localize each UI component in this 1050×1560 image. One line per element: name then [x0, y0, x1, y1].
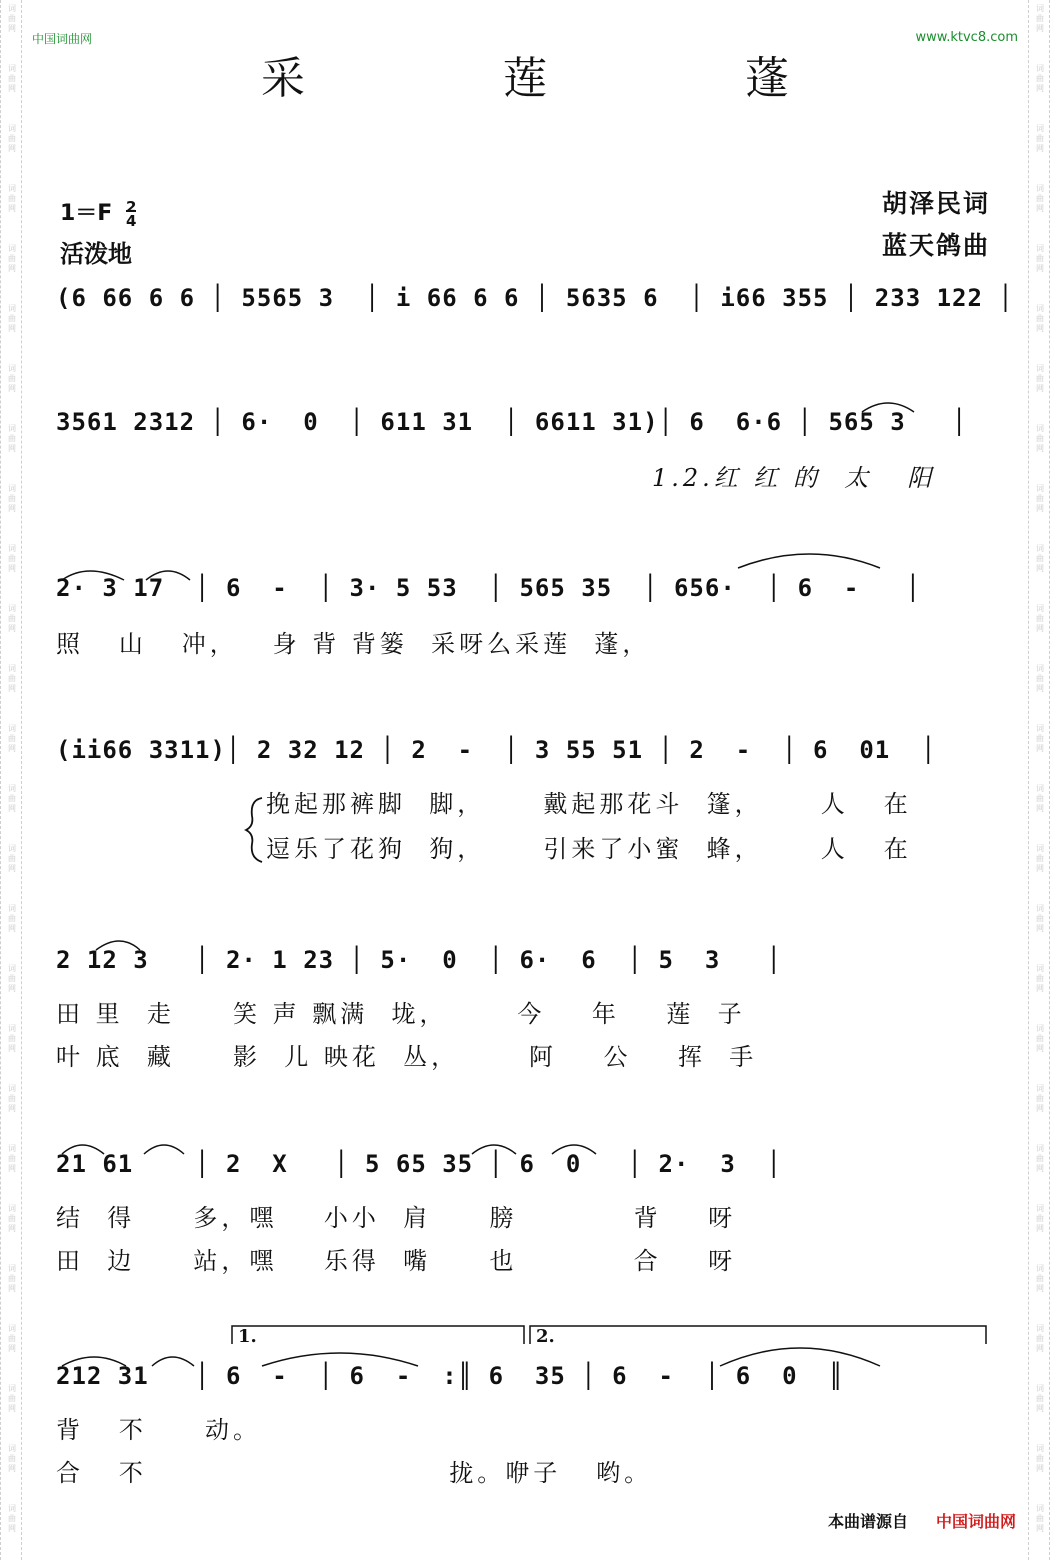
- watermark-glyph-stack: [1032, 364, 1048, 394]
- volta-1-label: 1.: [238, 1326, 257, 1347]
- watermark-glyph: 曲: [8, 314, 16, 323]
- watermark-glyph: 词: [1036, 544, 1044, 553]
- composer-credit: 蓝天鸽曲: [881, 231, 990, 260]
- watermark-glyph: 词: [1036, 1144, 1044, 1153]
- watermark-glyph: 曲: [1036, 14, 1044, 23]
- watermark-glyph: 词: [1036, 364, 1044, 373]
- watermark-glyph: 网: [8, 1464, 16, 1473]
- watermark-glyph: 词: [8, 1384, 16, 1393]
- watermark-glyph: 词: [1036, 1504, 1044, 1513]
- watermark-glyph: 曲: [1036, 1514, 1044, 1523]
- lyric-line-verse-1: 结 得 多，嘿 小小 肩 膀 背 呀: [56, 1204, 737, 1232]
- watermark-glyph: 网: [1036, 324, 1044, 333]
- watermark-glyph: 曲: [1036, 1214, 1044, 1223]
- left-watermark-strip: [0, 0, 22, 1560]
- watermark-glyph: 网: [8, 264, 16, 273]
- watermark-glyph: 网: [1036, 744, 1044, 753]
- watermark-glyph-stack: [1032, 184, 1048, 214]
- watermark-glyph-stack: [1032, 1384, 1048, 1414]
- volta-2-bracket: [530, 1326, 986, 1344]
- watermark-glyph: 网: [8, 1164, 16, 1173]
- watermark-glyph: 曲: [8, 1514, 16, 1523]
- watermark-glyph: 词: [1036, 184, 1044, 193]
- watermark-glyph: 曲: [1036, 1094, 1044, 1103]
- watermark-glyph: 曲: [8, 1214, 16, 1223]
- time-bottom: 4: [126, 212, 137, 230]
- score-row-2: [56, 408, 996, 493]
- watermark-glyph-stack: [4, 604, 20, 634]
- watermark-glyph: 网: [1036, 1344, 1044, 1353]
- watermark-glyph: 网: [8, 1104, 16, 1113]
- watermark-glyph: 网: [8, 924, 16, 933]
- watermark-glyph-stack: [1032, 604, 1048, 634]
- watermark-glyph-stack: [4, 1084, 20, 1114]
- watermark-glyph: 词: [1036, 1384, 1044, 1393]
- watermark-glyph-stack: [4, 1204, 20, 1234]
- lyric-line-verse-1: 挽起那裤脚 脚， 戴起那花斗 篷， 人 在: [266, 790, 912, 818]
- notation-line: 2· 3 17 │ 6 - │ 3· 5 53 │ 565 35 │ 656· │ 6 - │: [56, 574, 922, 602]
- watermark-glyph: 网: [1036, 984, 1044, 993]
- watermark-glyph-stack: [1032, 304, 1048, 334]
- site-logo-left[interactable]: 中国词曲网: [32, 32, 93, 46]
- watermark-glyph: 词: [8, 544, 16, 553]
- key-label: 1＝F: [60, 201, 113, 226]
- watermark-glyph: 词: [8, 604, 16, 613]
- watermark-glyph: 网: [8, 324, 16, 333]
- watermark-glyph: 词: [8, 244, 16, 253]
- watermark-glyph: 曲: [8, 1034, 16, 1043]
- watermark-glyph-stack: [4, 124, 20, 154]
- watermark-glyph: 词: [8, 1444, 16, 1453]
- watermark-glyph: 词: [1036, 1024, 1044, 1033]
- notation-line: 21 61 │ 2 X │ 5 65 35 │ 6 0 │ 2· 3 │: [56, 1150, 783, 1178]
- watermark-glyph-stack: [4, 184, 20, 214]
- watermark-glyph: 曲: [8, 254, 16, 263]
- watermark-glyph: 曲: [1036, 674, 1044, 683]
- lyric-line-verse-2: 叶 底 藏 影 儿 映花 丛， 阿 公 挥 手: [56, 1043, 758, 1071]
- lyric-line: 1.2.红 红 的 太 阳: [652, 464, 936, 492]
- watermark-glyph: 词: [1036, 784, 1044, 793]
- watermark-glyph: 曲: [8, 14, 16, 23]
- watermark-glyph: 曲: [1036, 854, 1044, 863]
- watermark-glyph: 词: [8, 1264, 16, 1273]
- watermark-glyph-stack: [4, 484, 20, 514]
- watermark-glyph: 曲: [1036, 1394, 1044, 1403]
- lyric-line-verse-1: 田 里 走 笑 声 飘满 垅， 今 年 莲 子: [56, 1000, 746, 1028]
- score-row-7: [56, 1362, 996, 1488]
- score-row-3: [56, 574, 996, 659]
- watermark-glyph: 网: [1036, 204, 1044, 213]
- watermark-glyph-stack: [4, 1504, 20, 1534]
- song-title: 采 莲 蓬: [261, 53, 881, 104]
- watermark-glyph-stack: [1032, 1444, 1048, 1474]
- tempo-marking: 活泼地: [60, 239, 132, 268]
- watermark-glyph-stack: [1032, 424, 1048, 454]
- watermark-glyph: 网: [1036, 1104, 1044, 1113]
- watermark-glyph: 网: [8, 684, 16, 693]
- watermark-glyph: 曲: [8, 1454, 16, 1463]
- watermark-glyph: 词: [8, 844, 16, 853]
- watermark-glyph-stack: [4, 424, 20, 454]
- watermark-glyph-stack: [4, 364, 20, 394]
- lyric-line-verse-2: 田 边 站，嘿 乐得 嘴 也 合 呀: [56, 1247, 737, 1275]
- watermark-glyph: 曲: [8, 494, 16, 503]
- watermark-glyph-stack: [4, 844, 20, 874]
- watermark-glyph-stack: [4, 304, 20, 334]
- watermark-glyph: 曲: [8, 1394, 16, 1403]
- watermark-glyph: 曲: [8, 914, 16, 923]
- watermark-glyph: 曲: [8, 194, 16, 203]
- volta-2-label: 2.: [536, 1326, 555, 1347]
- watermark-glyph: 网: [1036, 1524, 1044, 1533]
- source-label: 本曲谱源自: [827, 1512, 908, 1531]
- watermark-glyph: 曲: [1036, 374, 1044, 383]
- watermark-glyph: 网: [8, 144, 16, 153]
- watermark-glyph: 词: [1036, 1084, 1044, 1093]
- watermark-glyph: 曲: [8, 614, 16, 623]
- watermark-glyph: 词: [1036, 64, 1044, 73]
- watermark-glyph: 曲: [8, 674, 16, 683]
- watermark-glyph: 网: [1036, 384, 1044, 393]
- watermark-glyph: 网: [8, 984, 16, 993]
- watermark-glyph: 网: [1036, 924, 1044, 933]
- key-signature: [60, 196, 136, 228]
- watermark-glyph: 曲: [1036, 494, 1044, 503]
- watermark-glyph: 词: [1036, 124, 1044, 133]
- watermark-glyph: 词: [8, 364, 16, 373]
- watermark-glyph: 曲: [8, 554, 16, 563]
- watermark-glyph: 曲: [1036, 554, 1044, 563]
- watermark-glyph: 词: [8, 4, 16, 13]
- watermark-glyph: 曲: [1036, 1454, 1044, 1463]
- watermark-glyph: 网: [8, 564, 16, 573]
- watermark-glyph-stack: [4, 1144, 20, 1174]
- time-signature: [126, 200, 136, 228]
- watermark-glyph-stack: [4, 1264, 20, 1294]
- watermark-glyph-stack: [1032, 904, 1048, 934]
- watermark-glyph-stack: [4, 904, 20, 934]
- watermark-glyph: 词: [1036, 4, 1044, 13]
- watermark-glyph: 网: [8, 624, 16, 633]
- watermark-glyph: 曲: [8, 134, 16, 143]
- lyric-line: 照 山 冲， 身 背 背篓 采呀么采莲 蓬，: [56, 630, 651, 658]
- watermark-glyph: 词: [8, 304, 16, 313]
- watermark-glyph: 词: [8, 1504, 16, 1513]
- watermark-glyph-stack: [4, 544, 20, 574]
- score-row-5: [56, 946, 996, 1072]
- watermark-glyph: 词: [8, 1024, 16, 1033]
- lyric-line-verse-2: 逗乐了花狗 狗， 引来了小蜜 蜂， 人 在: [266, 835, 912, 863]
- watermark-glyph: 网: [8, 864, 16, 873]
- watermark-glyph: 词: [1036, 484, 1044, 493]
- watermark-glyph: 曲: [1036, 314, 1044, 323]
- watermark-glyph-stack: [1032, 1084, 1048, 1114]
- watermark-glyph: 曲: [8, 794, 16, 803]
- watermark-glyph: 曲: [1036, 614, 1044, 623]
- watermark-glyph: 网: [8, 804, 16, 813]
- watermark-glyph: 词: [1036, 664, 1044, 673]
- watermark-glyph-stack: [1032, 1204, 1048, 1234]
- score-row-1: [56, 284, 1014, 312]
- watermark-glyph-stack: [1032, 124, 1048, 154]
- watermark-glyph: 词: [1036, 904, 1044, 913]
- watermark-glyph: 词: [1036, 244, 1044, 253]
- watermark-glyph-stack: [1032, 1504, 1048, 1534]
- watermark-glyph: 词: [8, 784, 16, 793]
- watermark-glyph: 网: [1036, 864, 1044, 873]
- watermark-glyph-stack: [1032, 244, 1048, 274]
- watermark-glyph-stack: [1032, 1324, 1048, 1354]
- notation-line: 2 12 3 │ 2· 1 23 │ 5· 0 │ 6· 6 │ 5 3 │: [56, 946, 783, 974]
- watermark-glyph: 网: [8, 1044, 16, 1053]
- watermark-glyph: 网: [1036, 1404, 1044, 1413]
- lyricist-credit: 胡泽民词: [881, 189, 990, 218]
- watermark-glyph: 曲: [1036, 914, 1044, 923]
- watermark-glyph: 词: [1036, 1264, 1044, 1273]
- watermark-glyph: 网: [1036, 804, 1044, 813]
- watermark-glyph: 网: [1036, 84, 1044, 93]
- right-watermark-strip: [1028, 0, 1050, 1560]
- watermark-glyph: 词: [8, 664, 16, 673]
- watermark-glyph-stack: [4, 1324, 20, 1354]
- watermark-glyph: 网: [1036, 144, 1044, 153]
- source-site-link[interactable]: 中国词曲网: [935, 1512, 1016, 1531]
- watermark-glyph: 网: [8, 24, 16, 33]
- watermark-glyph: 网: [8, 1224, 16, 1233]
- watermark-glyph: 词: [1036, 1204, 1044, 1213]
- watermark-glyph-stack: [4, 724, 20, 754]
- watermark-glyph-stack: [4, 1384, 20, 1414]
- watermark-glyph: 曲: [8, 734, 16, 743]
- watermark-glyph: 网: [8, 1524, 16, 1533]
- watermark-glyph: 曲: [8, 854, 16, 863]
- watermark-glyph: 曲: [1036, 254, 1044, 263]
- tie: [738, 554, 880, 568]
- watermark-glyph: 网: [1036, 504, 1044, 513]
- watermark-glyph-stack: [1032, 1144, 1048, 1174]
- watermark-glyph: 曲: [8, 974, 16, 983]
- lyric-line-verse-1: 背 不 动。: [56, 1416, 262, 1444]
- watermark-glyph-stack: [1032, 1264, 1048, 1294]
- watermark-glyph: 词: [8, 1324, 16, 1333]
- watermark-glyph-stack: [1032, 4, 1048, 34]
- watermark-glyph: 曲: [8, 1334, 16, 1343]
- notation-line: 212 31 │ 6 - │ 6 - :║ 6 35 │ 6 - │ 6 0 ║: [56, 1362, 844, 1390]
- watermark-glyph: 曲: [1036, 74, 1044, 83]
- watermark-glyph: 词: [8, 964, 16, 973]
- watermark-glyph: 网: [8, 744, 16, 753]
- watermark-glyph: 词: [1036, 304, 1044, 313]
- watermark-glyph-stack: [1032, 964, 1048, 994]
- watermark-glyph: 词: [1036, 604, 1044, 613]
- watermark-glyph-stack: [4, 664, 20, 694]
- watermark-glyph: 词: [8, 124, 16, 133]
- watermark-glyph: 曲: [8, 1154, 16, 1163]
- watermark-glyph-stack: [1032, 844, 1048, 874]
- watermark-glyph: 网: [8, 444, 16, 453]
- notation-line: 3561 2312 │ 6· 0 │ 611 31 │ 6611 31)│ 6 6·6 │ 565 3 │: [56, 408, 968, 436]
- watermark-glyph-stack: [4, 964, 20, 994]
- watermark-glyph: 曲: [1036, 1154, 1044, 1163]
- watermark-glyph: 词: [1036, 844, 1044, 853]
- watermark-glyph-stack: [1032, 664, 1048, 694]
- score-row-4: [56, 736, 996, 864]
- watermark-glyph: 网: [8, 1284, 16, 1293]
- watermark-glyph-stack: [1032, 784, 1048, 814]
- watermark-glyph: 曲: [1036, 434, 1044, 443]
- watermark-glyph: 网: [1036, 264, 1044, 273]
- watermark-glyph: 曲: [1036, 974, 1044, 983]
- watermark-glyph: 曲: [8, 1274, 16, 1283]
- watermark-glyph: 网: [1036, 1464, 1044, 1473]
- watermark-glyph: 词: [1036, 1444, 1044, 1453]
- volta-1-bracket: [232, 1326, 524, 1344]
- watermark-glyph: 网: [1036, 564, 1044, 573]
- watermark-glyph: 曲: [1036, 734, 1044, 743]
- watermark-glyph: 网: [1036, 1164, 1044, 1173]
- watermark-glyph: 词: [8, 184, 16, 193]
- watermark-glyph: 曲: [8, 434, 16, 443]
- watermark-glyph-stack: [1032, 484, 1048, 514]
- watermark-glyph-stack: [4, 1024, 20, 1054]
- watermark-glyph: 曲: [8, 1094, 16, 1103]
- watermark-glyph: 曲: [1036, 194, 1044, 203]
- watermark-glyph: 网: [8, 384, 16, 393]
- watermark-glyph: 网: [1036, 444, 1044, 453]
- watermark-glyph: 词: [8, 1204, 16, 1213]
- watermark-glyph-stack: [1032, 544, 1048, 574]
- notation-line: (ii66 3311)│ 2 32 12 │ 2 - │ 3 55 51 │ 2 - │ 6 01 │: [56, 736, 937, 764]
- watermark-glyph: 曲: [1036, 1034, 1044, 1043]
- watermark-glyph: 词: [8, 1084, 16, 1093]
- watermark-glyph: 词: [1036, 424, 1044, 433]
- lyric-line-verse-2: 合 不 拢。咿子 哟。: [56, 1459, 653, 1487]
- watermark-glyph: 曲: [8, 374, 16, 383]
- watermark-glyph: 网: [1036, 1224, 1044, 1233]
- watermark-glyph: 网: [1036, 24, 1044, 33]
- notation-line: (6 66 6 6 │ 5565 3 │ i 66 6 6 │ 5635 6 │ i66 355 │ 233 122 │: [56, 284, 1014, 312]
- watermark-glyph-stack: [4, 244, 20, 274]
- watermark-glyph: 词: [1036, 964, 1044, 973]
- watermark-glyph: 词: [8, 904, 16, 913]
- watermark-glyph: 曲: [8, 74, 16, 83]
- watermark-glyph: 词: [8, 64, 16, 73]
- watermark-glyph-stack: [4, 784, 20, 814]
- watermark-glyph: 网: [1036, 624, 1044, 633]
- watermark-glyph: 词: [1036, 724, 1044, 733]
- watermark-glyph: 词: [8, 424, 16, 433]
- watermark-glyph-stack: [1032, 1024, 1048, 1054]
- watermark-glyph-stack: [4, 1444, 20, 1474]
- watermark-glyph: 曲: [1036, 1274, 1044, 1283]
- score-row-6: [56, 1150, 996, 1276]
- watermark-glyph: 曲: [1036, 1334, 1044, 1343]
- watermark-glyph: 网: [8, 204, 16, 213]
- watermark-glyph: 网: [8, 504, 16, 513]
- watermark-glyph: 网: [1036, 1044, 1044, 1053]
- watermark-glyph: 曲: [1036, 134, 1044, 143]
- watermark-glyph: 网: [1036, 684, 1044, 693]
- watermark-glyph: 词: [8, 724, 16, 733]
- watermark-glyph: 曲: [1036, 794, 1044, 803]
- time-top: 2: [126, 198, 137, 216]
- watermark-glyph: 网: [8, 84, 16, 93]
- watermark-glyph: 网: [8, 1404, 16, 1413]
- watermark-glyph: 网: [1036, 1284, 1044, 1293]
- site-url-right[interactable]: www.ktvc8.com: [915, 30, 1018, 45]
- watermark-glyph: 词: [8, 1144, 16, 1153]
- watermark-glyph: 网: [8, 1344, 16, 1353]
- watermark-glyph-stack: [4, 4, 20, 34]
- watermark-glyph: 词: [8, 484, 16, 493]
- watermark-glyph-stack: [1032, 724, 1048, 754]
- watermark-glyph: 词: [1036, 1324, 1044, 1333]
